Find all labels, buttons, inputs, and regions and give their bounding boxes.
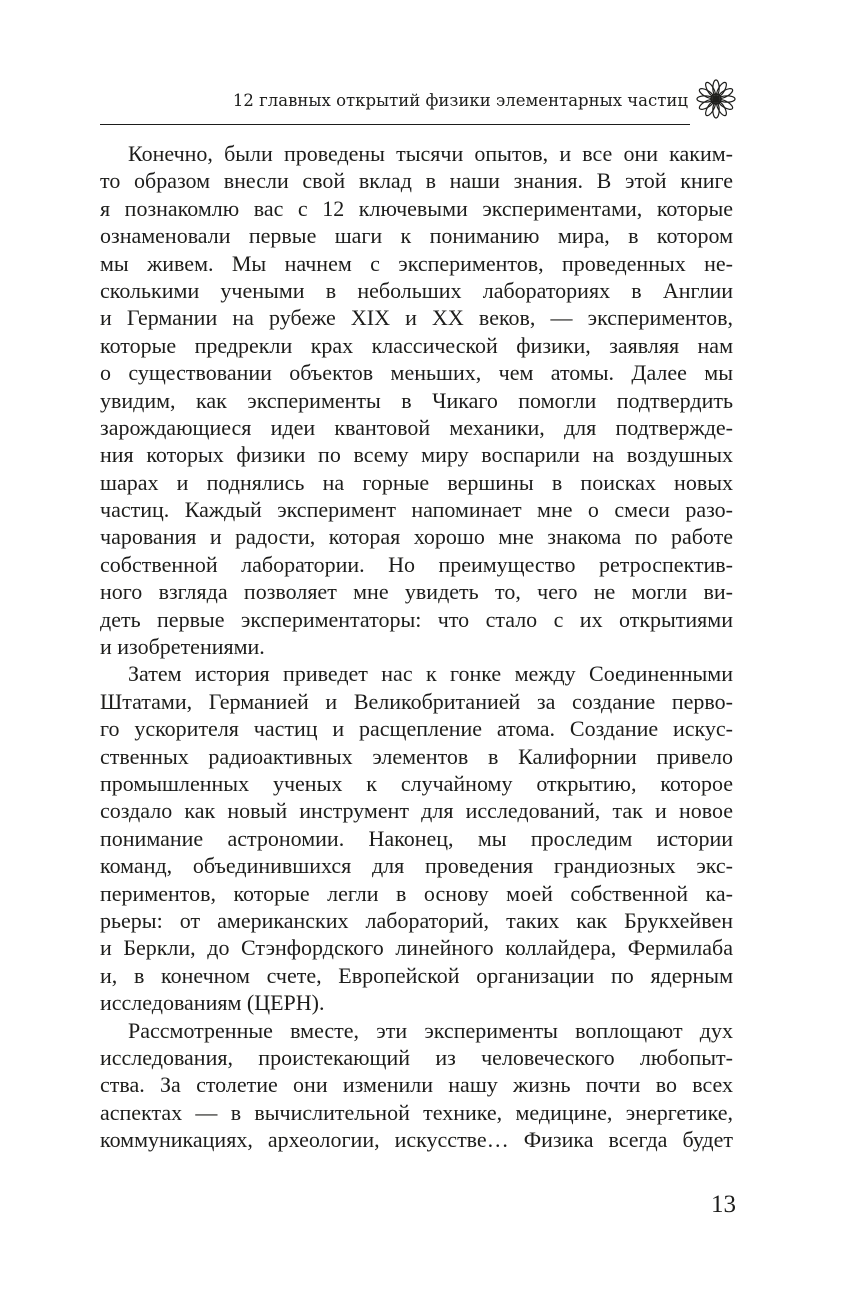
text-line: шарах и поднялись на горные вершины в поисках новых	[100, 469, 733, 495]
text-line: Затем история приведет нас к гонке между Соединенными	[128, 661, 733, 687]
text-line: команд, объединившихся для проведения грандиозных экс-	[100, 853, 733, 879]
text-line: ства. За столетие они изменили нашу жизнь почти во всех	[100, 1072, 733, 1098]
text-line: го ускорителя частиц и расщепление атома. Создание искус-	[100, 716, 733, 742]
text-line: коммуникациях, археологии, искусстве… Физика всегда будет	[100, 1127, 733, 1153]
page-number: 13	[711, 1191, 736, 1218]
text-line: чарования и радости, которая хорошо мне знакома по работе	[100, 524, 733, 550]
text-line: собственной лаборатории. Но преимущество ретроспектив-	[100, 551, 733, 577]
text-line: которые предрекли крах классической физики, заявляя нам	[100, 332, 733, 358]
running-header	[100, 76, 690, 125]
text-line: ознаменовали первые шаги к пониманию мира, в котором	[100, 223, 733, 249]
paragraph-3	[100, 1017, 733, 1154]
text-line: частиц. Каждый эксперимент напоминает мне о смеси разо-	[100, 497, 733, 523]
text-line: Конечно, были проведены тысячи опытов, и все они каким-	[128, 141, 733, 166]
text-line: о существовании объектов меньших, чем атомы. Далее мы	[100, 360, 733, 386]
body-text	[100, 140, 733, 1153]
text-line: Рассмотренные вместе, эти эксперименты воплощают дух	[128, 1017, 733, 1043]
text-line: исследованиям (ЦЕРН).	[100, 990, 325, 1016]
text-line: и Беркли, до Стэнфордского линейного коллайдера, Фермилаба	[100, 935, 733, 961]
text-line: понимание астрономии. Наконец, мы проследим истории	[100, 825, 733, 851]
flower-ornament-icon	[696, 79, 736, 119]
text-line: Штатами, Германией и Великобританией за создание перво-	[100, 688, 733, 714]
text-line: сколькими учеными в небольших лабораториях в Англии	[100, 277, 733, 303]
text-line: зарождающиеся идеи квантовой механики, для подтвержде-	[100, 414, 733, 440]
paragraph-1	[100, 140, 733, 660]
text-line: создало как новый инструмент для исследований, так и новое	[100, 798, 733, 824]
text-line: ственных радиоактивных элементов в Калифорнии привело	[100, 743, 733, 769]
text-line: периментов, которые легли в основу моей собственной ка-	[100, 880, 733, 906]
text-line: рьеры: от американских лабораторий, таких как Брукхейвен	[100, 907, 733, 933]
text-line: то образом внесли свой вклад в наши знания. В этой книге	[100, 168, 733, 194]
text-line: и Германии на рубеже XIX и XX веков, — экспериментов,	[100, 305, 733, 331]
text-line: и, в конечном счете, Европейской организации по ядерным	[100, 962, 733, 988]
text-line: исследования, проистекающий из человеческого любопыт-	[100, 1044, 733, 1070]
text-line: аспектах — в вычислительной технике, медицине, энергетике,	[100, 1099, 733, 1125]
paragraph-2	[100, 660, 733, 1016]
running-title: 12 главных открытий физики элементарных частиц	[232, 91, 688, 110]
text-line: деть первые экспериментаторы: что стало с их открытиями	[100, 606, 733, 632]
text-line: мы живем. Мы начнем с экспериментов, проведенных не-	[100, 250, 733, 276]
text-line: ного взгляда позволяет мне увидеть то, чего не могли ви-	[100, 579, 733, 605]
text-line: ния которых физики по всему миру воспарили на воздушных	[100, 442, 733, 468]
text-line: увидим, как эксперименты в Чикаго помогли подтвердить	[100, 387, 733, 413]
text-line: я познакомлю вас с 12 ключевыми экспериментами, которые	[100, 195, 733, 221]
text-line: промышленных ученых к случайному открытию, которое	[100, 770, 733, 796]
text-line: и изобретениями.	[100, 634, 265, 660]
